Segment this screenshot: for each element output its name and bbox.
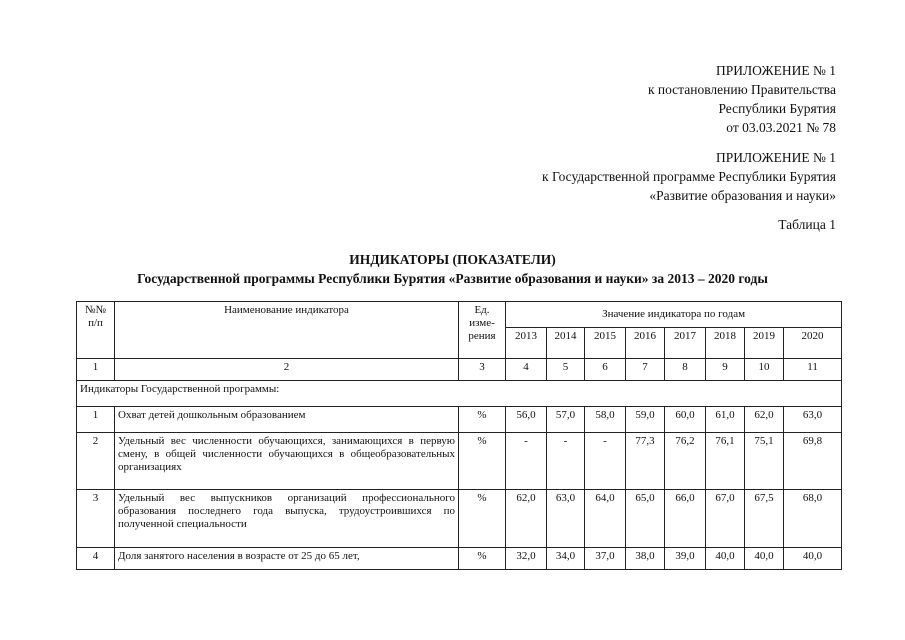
row-value: 75,1 [745,433,784,490]
row-value: 67,0 [706,490,745,548]
row-value: 61,0 [706,407,745,433]
appendix-1-line: Республики Бурятия [718,101,836,116]
row-num: 3 [77,490,115,548]
table-row [77,490,842,548]
row-value: 77,3 [626,433,665,490]
row-value: 40,0 [706,548,745,570]
indicators-table [76,301,842,570]
header-num: №№ п/п [77,302,115,359]
column-number: 11 [784,359,842,381]
row-value: 68,0 [784,490,842,548]
heading-title: ИНДИКАТОРЫ (ПОКАЗАТЕЛИ) [349,252,556,267]
row-value: 69,8 [784,433,842,490]
column-number: 2 [115,359,459,381]
row-num: 4 [77,548,115,570]
row-value: 66,0 [665,490,706,548]
appendix-1-line: к постановлению Правительства [647,82,836,97]
appendix-2-line: ПРИЛОЖЕНИЕ № 1 [715,150,836,165]
row-value: 62,0 [745,407,784,433]
row-name: Доля занятого населения в возрасте от 25 до 65 лет, [115,548,459,570]
row-unit: % [459,490,506,548]
row-value: 40,0 [745,548,784,570]
row-value: 63,0 [547,490,585,548]
row-num: 1 [77,407,115,433]
header-year: 2018 [706,328,745,359]
table-row [77,433,842,490]
row-value: 76,2 [665,433,706,490]
row-value: 34,0 [547,548,585,570]
section-title: Индикаторы Государственной программы: [77,381,842,407]
header-unit: Ед. изме-рения [459,302,506,359]
appendix-2-block [542,148,836,205]
column-number-row [77,359,842,381]
row-name: Охват детей дошкольным образованием [115,407,459,433]
row-value: - [547,433,585,490]
heading-subtitle: Государственной программы Республики Бурятия «Развитие образования и науки» за 2013 – 2020 годы [137,271,768,286]
table-label: Таблица 1 [778,217,836,232]
row-value: - [506,433,547,490]
column-number: 5 [547,359,585,381]
row-value: 58,0 [585,407,626,433]
header-year: 2014 [547,328,585,359]
document-heading [0,250,905,288]
row-value: 56,0 [506,407,547,433]
row-value: 67,5 [745,490,784,548]
row-value: 59,0 [626,407,665,433]
column-number: 10 [745,359,784,381]
row-value: 64,0 [585,490,626,548]
section-row [77,381,842,407]
row-value: - [585,433,626,490]
appendix-2-line: «Развитие образования и науки» [649,188,836,203]
column-number: 7 [626,359,665,381]
row-value: 39,0 [665,548,706,570]
appendix-1-block [648,61,836,137]
column-number: 1 [77,359,115,381]
row-value: 60,0 [665,407,706,433]
column-number: 8 [665,359,706,381]
row-name: Удельный вес выпускников организаций профессионального образования последнего года выпуска, трудоустроившихся по полученной специальности [115,490,459,548]
row-unit: % [459,433,506,490]
header-year: 2017 [665,328,706,359]
row-unit: % [459,548,506,570]
appendix-1-line: от 03.03.2021 № 78 [726,120,836,135]
row-value: 57,0 [547,407,585,433]
header-year: 2016 [626,328,665,359]
table-row [77,548,842,570]
row-value: 65,0 [626,490,665,548]
row-value: 63,0 [784,407,842,433]
column-number: 4 [506,359,547,381]
row-value: 32,0 [506,548,547,570]
row-unit: % [459,407,506,433]
header-year: 2015 [585,328,626,359]
header-year: 2020 [784,328,842,359]
table-row [77,407,842,433]
row-name: Удельный вес численности обучающихся, занимающихся в первую смену, в общей численности обучающихся в общеобразовательных организациях [115,433,459,490]
header-year: 2019 [745,328,784,359]
row-value: 37,0 [585,548,626,570]
column-number: 3 [459,359,506,381]
row-value: 76,1 [706,433,745,490]
header-values-title: Значение индикатора по годам [506,302,842,328]
column-number: 9 [706,359,745,381]
row-value: 62,0 [506,490,547,548]
appendix-2-line: к Государственной программе Республики Бурятия [542,169,836,184]
row-value: 38,0 [626,548,665,570]
header-year: 2013 [506,328,547,359]
header-row [77,302,842,328]
appendix-1-line: ПРИЛОЖЕНИЕ № 1 [715,63,836,78]
row-value: 40,0 [784,548,842,570]
column-number: 6 [585,359,626,381]
header-name: Наименование индикатора [115,302,459,359]
row-num: 2 [77,433,115,490]
